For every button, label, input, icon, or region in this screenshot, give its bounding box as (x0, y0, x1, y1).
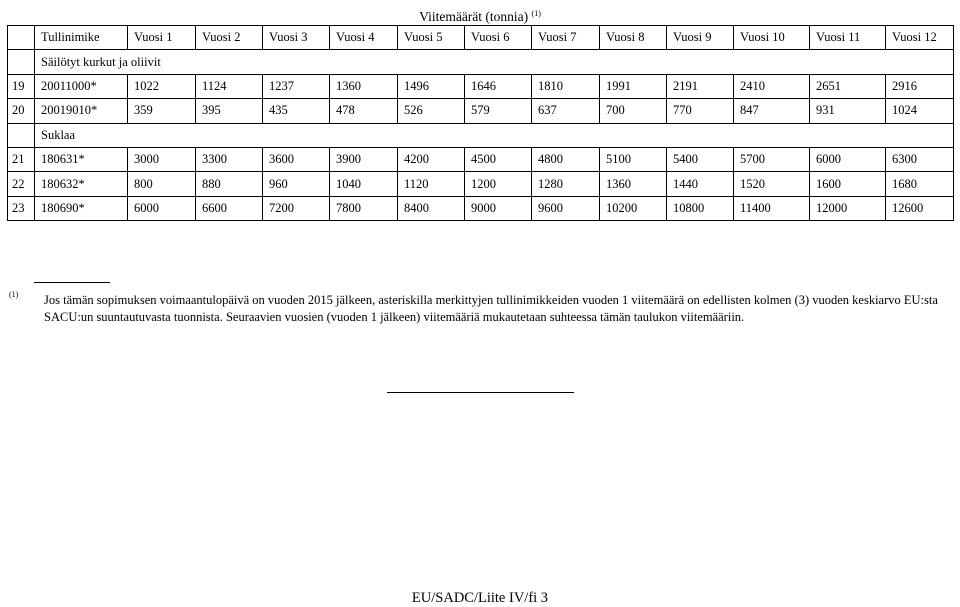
quantity-cell: 6600 (196, 196, 263, 220)
table-row (8, 172, 954, 196)
quantity-cell: 359 (128, 99, 196, 123)
quantity-cell: 847 (734, 99, 810, 123)
quantity-cell: 526 (398, 99, 465, 123)
column-header: Vuosi 12 (886, 26, 954, 50)
quantity-cell: 11400 (734, 196, 810, 220)
quantity-cell: 435 (263, 99, 330, 123)
tariff-code: 20019010* (35, 99, 128, 123)
column-header: Vuosi 10 (734, 26, 810, 50)
quantity-cell: 1440 (667, 172, 734, 196)
section-blank-cell (8, 123, 35, 147)
quantity-cell: 3900 (330, 147, 398, 171)
quantity-cell: 1200 (465, 172, 532, 196)
quantity-cell: 1360 (330, 74, 398, 98)
column-header: Vuosi 9 (667, 26, 734, 50)
caption-text: Viitemäärät (tonnia) (419, 9, 529, 24)
quantity-cell: 579 (465, 99, 532, 123)
quantity-cell: 1280 (532, 172, 600, 196)
row-number: 22 (8, 172, 35, 196)
end-separator (387, 392, 574, 393)
quantity-cell: 1040 (330, 172, 398, 196)
quantity-cell: 4200 (398, 147, 465, 171)
quantity-cell: 12000 (810, 196, 886, 220)
quantity-cell: 770 (667, 99, 734, 123)
quantity-cell: 1496 (398, 74, 465, 98)
quantity-cell: 931 (810, 99, 886, 123)
column-header: Vuosi 11 (810, 26, 886, 50)
quantity-cell: 1237 (263, 74, 330, 98)
table-header-row (8, 26, 954, 50)
section-title: Säilötyt kurkut ja oliivit (35, 50, 954, 74)
column-header: Tullinimike (35, 26, 128, 50)
quantity-cell: 1024 (886, 99, 954, 123)
quantity-cell: 1810 (532, 74, 600, 98)
quantity-cell: 637 (532, 99, 600, 123)
quantity-cell: 960 (263, 172, 330, 196)
tariff-code: 180631* (35, 147, 128, 171)
column-header: Vuosi 1 (128, 26, 196, 50)
table-caption (370, 5, 590, 26)
quantity-cell: 8400 (398, 196, 465, 220)
quantity-cell: 3000 (128, 147, 196, 171)
table-row (8, 99, 954, 123)
footnote-mark: (1) (9, 290, 19, 299)
quantity-cell: 4500 (465, 147, 532, 171)
header-blank-cell (8, 26, 35, 50)
column-header: Vuosi 3 (263, 26, 330, 50)
section-blank-cell (8, 50, 35, 74)
quantity-cell: 395 (196, 99, 263, 123)
column-header: Vuosi 4 (330, 26, 398, 50)
table-body (8, 26, 954, 221)
quantity-cell: 1120 (398, 172, 465, 196)
quantity-cell: 1124 (196, 74, 263, 98)
page-reference: EU/SADC/Liite IV/fi 3 (411, 590, 549, 606)
quantity-cell: 1022 (128, 74, 196, 98)
section-title: Suklaa (35, 123, 954, 147)
quantity-cell: 1600 (810, 172, 886, 196)
quantity-cell: 1520 (734, 172, 810, 196)
quantity-cell: 5700 (734, 147, 810, 171)
section-row (8, 50, 954, 74)
footnote-separator (34, 282, 110, 283)
quantity-cell: 1991 (600, 74, 667, 98)
quantity-cell: 5100 (600, 147, 667, 171)
quantity-cell: 10800 (667, 196, 734, 220)
table-row (8, 147, 954, 171)
quantity-cell: 7800 (330, 196, 398, 220)
tariff-code: 20011000* (35, 74, 128, 98)
column-header: Vuosi 6 (465, 26, 532, 50)
row-number: 20 (8, 99, 35, 123)
column-header: Vuosi 7 (532, 26, 600, 50)
quantity-cell: 3300 (196, 147, 263, 171)
tariff-code: 180632* (35, 172, 128, 196)
quantity-cell: 6300 (886, 147, 954, 171)
footnote-text: Jos tämän sopimuksen voimaantulopäivä on vuoden 2015 jälkeen, asteriskilla merkittyjen tullinimikkeiden vuoden 1 viitemäärä on edellisten kolmen (3) vuoden keskiarvo EU:sta SACU:un suuntautuvasta tuonnista. Seuraavien vuosien (vuoden 1 jälkeen) viitemääriä mukautetaan suhteessa tämän taulukon viitemääriin. (44, 293, 938, 324)
quantity-cell: 1360 (600, 172, 667, 196)
quantity-cell: 6000 (128, 196, 196, 220)
quantity-cell: 800 (128, 172, 196, 196)
quantity-cell: 1680 (886, 172, 954, 196)
row-number: 23 (8, 196, 35, 220)
quantity-cell: 5400 (667, 147, 734, 171)
table-row (8, 74, 954, 98)
column-header: Vuosi 2 (196, 26, 263, 50)
quantity-cell: 700 (600, 99, 667, 123)
quantity-cell: 478 (330, 99, 398, 123)
quantity-cell: 9600 (532, 196, 600, 220)
quantity-cell: 2191 (667, 74, 734, 98)
row-number: 19 (8, 74, 35, 98)
quantity-cell: 3600 (263, 147, 330, 171)
quantity-cell: 7200 (263, 196, 330, 220)
quantity-cell: 4800 (532, 147, 600, 171)
section-row (8, 123, 954, 147)
row-number: 21 (8, 147, 35, 171)
quantity-cell: 2651 (810, 74, 886, 98)
quantity-cell: 9000 (465, 196, 532, 220)
quantity-cell: 10200 (600, 196, 667, 220)
quantity-cell: 880 (196, 172, 263, 196)
quantity-cell: 2410 (734, 74, 810, 98)
tariff-code: 180690* (35, 196, 128, 220)
column-header: Vuosi 5 (398, 26, 465, 50)
caption-note-ref: (1) (531, 9, 541, 18)
reference-quantities-table (7, 25, 954, 221)
column-header: Vuosi 8 (600, 26, 667, 50)
quantity-cell: 12600 (886, 196, 954, 220)
table-row (8, 196, 954, 220)
quantity-cell: 1646 (465, 74, 532, 98)
quantity-cell: 2916 (886, 74, 954, 98)
quantity-cell: 6000 (810, 147, 886, 171)
